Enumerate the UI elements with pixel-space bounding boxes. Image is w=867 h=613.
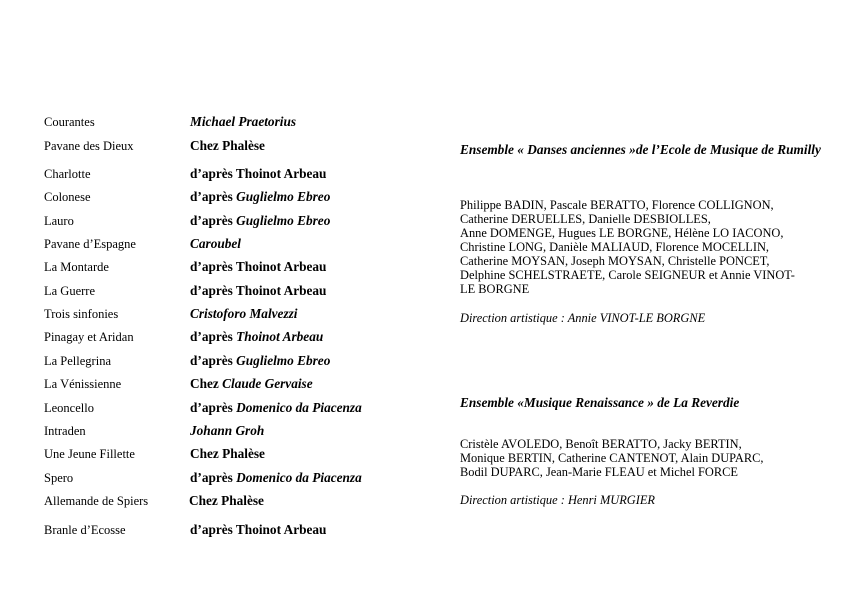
ensemble-2-direction: Direction artistique : Henri MURGIER	[460, 493, 656, 507]
composer-prefix: d’après	[190, 470, 237, 485]
composer-credit	[190, 353, 330, 369]
composer-prefix: d’après Thoinot Arbeau	[190, 283, 327, 298]
composer-name: Johann Groh	[190, 423, 265, 438]
piece-title: Lauro	[44, 214, 74, 228]
ensemble-1-title	[460, 142, 830, 157]
program-row	[44, 167, 444, 185]
composer-prefix: d’après	[190, 400, 237, 415]
composer-credit	[190, 283, 326, 299]
composer-credit	[190, 423, 264, 439]
member-line: Monique BERTIN, Catherine CANTENOT, Alain DUPARC,	[460, 451, 764, 465]
composer-credit	[190, 376, 313, 392]
program-row	[44, 115, 444, 133]
ensemble-1-direction: Direction artistique : Annie VINOT-LE BORGNE	[460, 311, 706, 325]
composer-prefix: d’après	[190, 189, 237, 204]
composer-credit	[190, 522, 326, 538]
piece-title: Colonese	[44, 190, 91, 204]
composer-name: Caroubel	[190, 236, 241, 251]
composer-credit	[190, 213, 330, 229]
composer-name: Guglielmo Ebreo	[236, 189, 331, 204]
member-line: LE BORGNE	[460, 282, 530, 296]
composer-credit	[190, 189, 330, 205]
piece-title: Pavane des Dieux	[44, 139, 134, 153]
composer-credit	[190, 329, 323, 345]
composer-credit	[190, 166, 326, 182]
piece-title: Charlotte	[44, 167, 91, 181]
piece-title: La Montarde	[44, 260, 109, 274]
ensemble-title: Ensemble « Danses anciennes »de l’Ecole de Musique de Rumilly	[460, 142, 821, 157]
program-row	[44, 214, 444, 232]
program-row	[44, 330, 444, 348]
piece-title: Courantes	[44, 115, 95, 129]
composer-name: Thoinot Arbeau	[236, 329, 324, 344]
piece-title: Intraden	[44, 424, 86, 438]
piece-title: La Guerre	[44, 284, 96, 298]
composer-credit	[190, 446, 265, 462]
piece-title: Pinagay et Aridan	[44, 330, 134, 344]
piece-title: Pavane d’Espagne	[44, 237, 136, 251]
program-row	[44, 354, 444, 372]
ensemble-2-title	[460, 395, 830, 410]
member-line: Cristèle AVOLEDO, Benoît BERATTO, Jacky BERTIN,	[460, 437, 742, 451]
composer-credit	[190, 138, 265, 154]
composer-name: Cristoforo Malvezzi	[190, 306, 298, 321]
member-line: Christine LONG, Danièle MALIAUD, Florence MOCELLIN,	[460, 240, 770, 254]
composer-prefix: d’après Thoinot Arbeau	[190, 166, 327, 181]
program-row	[44, 424, 444, 442]
program-row	[44, 471, 444, 489]
composer-prefix: d’après	[190, 329, 237, 344]
program-row	[44, 494, 444, 512]
composer-prefix: d’après	[190, 213, 237, 228]
composer-credit	[190, 259, 326, 275]
composer-name: Domenico da Piacenza	[236, 400, 362, 415]
piece-title: Allemande de Spiers	[44, 494, 149, 508]
member-line: Catherine DERUELLES, Danielle DESBIOLLES,	[460, 212, 711, 226]
composer-prefix: d’après Thoinot Arbeau	[190, 259, 327, 274]
member-line: Anne DOMENGE, Hugues LE BORGNE, Hélène LO IACONO,	[460, 226, 784, 240]
program-row	[44, 139, 444, 157]
program-row	[44, 523, 444, 541]
composer-prefix: Chez	[190, 376, 223, 391]
program-row	[44, 377, 444, 395]
member-line: Catherine MOYSAN, Joseph MOYSAN, Christelle PONCET,	[460, 254, 770, 268]
composer-name: Michael Praetorius	[190, 114, 297, 129]
piece-title: Spero	[44, 471, 74, 485]
ensemble-title: Ensemble «Musique Renaissance » de La Reverdie	[460, 395, 740, 410]
piece-title: La Pellegrina	[44, 354, 111, 368]
piece-title: La Vénissienne	[44, 377, 122, 391]
composer-name: Domenico da Piacenza	[236, 470, 362, 485]
composer-credit	[190, 400, 362, 416]
composer-prefix: Chez Phalèse	[189, 493, 264, 508]
program-row	[44, 447, 444, 465]
program-row	[44, 260, 444, 278]
composer-name: Claude Gervaise	[222, 376, 313, 391]
ensemble-2-members	[460, 437, 830, 479]
program-row	[44, 401, 444, 419]
member-line: Delphine SCHELSTRAETE, Carole SEIGNEUR et Annie VINOT-	[460, 268, 795, 282]
composer-credit	[190, 306, 298, 322]
composer-name: Guglielmo Ebreo	[236, 353, 331, 368]
member-line: Bodil DUPARC, Jean-Marie FLEAU et Michel FORCE	[460, 465, 738, 479]
composer-name: Guglielmo Ebreo	[236, 213, 331, 228]
program-row	[44, 190, 444, 208]
composer-prefix: Chez Phalèse	[190, 138, 265, 153]
composer-credit	[190, 114, 296, 130]
composer-credit	[190, 236, 241, 252]
ensemble-1-members	[460, 198, 830, 296]
composer-prefix: d’après Thoinot Arbeau	[190, 522, 327, 537]
piece-title: Leoncello	[44, 401, 94, 415]
program-row	[44, 307, 444, 325]
program-row	[44, 237, 444, 255]
composer-prefix: d’après	[190, 353, 237, 368]
program-row	[44, 284, 444, 302]
composer-prefix: Chez Phalèse	[190, 446, 265, 461]
composer-credit	[190, 470, 362, 486]
piece-title: Trois sinfonies	[44, 307, 119, 321]
piece-title: Une Jeune Fillette	[44, 447, 135, 461]
member-line: Philippe BADIN, Pascale BERATTO, Florence COLLIGNON,	[460, 198, 774, 212]
composer-credit	[189, 493, 264, 509]
piece-title: Branle d’Ecosse	[44, 523, 126, 537]
